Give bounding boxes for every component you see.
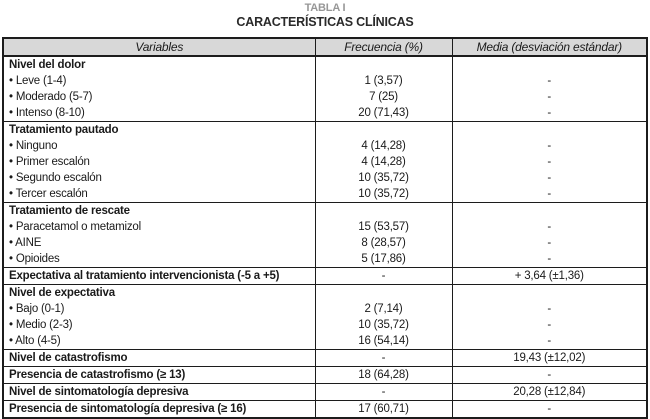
group-header-row <box>3 203 647 220</box>
cell-media <box>452 203 647 220</box>
cell-variable-item: • Ninguno <box>9 140 58 152</box>
cell-variable-group: Tratamiento de rescate <box>3 203 315 220</box>
cell-variable-item: • Tercer escalón <box>9 188 88 200</box>
cell-variable-item: • Bajo (0-1) <box>9 303 65 315</box>
cell-variable-item: • Opioides <box>9 253 60 265</box>
cell-frecuencia: 18 (64,28) <box>315 367 452 384</box>
cell-frecuencia: 4 (14,28) <box>315 154 452 170</box>
cell-frecuencia: 16 (54,14) <box>315 333 452 350</box>
cell-media: - <box>452 73 647 89</box>
cell-media: - <box>452 105 647 122</box>
table-row <box>3 89 647 105</box>
cell-variable: Nivel de catastrofismo <box>3 350 315 367</box>
cell-frecuencia: 8 (28,57) <box>315 235 452 251</box>
cell-variable-group: Tratamiento pautado <box>3 122 315 139</box>
table-row <box>3 235 647 251</box>
table-title: CARACTERÍSTICAS CLÍNICAS <box>236 15 414 29</box>
cell-media: - <box>452 138 647 154</box>
cell-variable-item: • AINE <box>9 237 42 249</box>
cell-media: - <box>452 401 647 419</box>
table-row <box>3 219 647 235</box>
table-row <box>3 186 647 203</box>
table-row <box>3 401 647 419</box>
cell-media: - <box>452 89 647 105</box>
cell-variable-item: • Medio (2-3) <box>9 319 73 331</box>
cell-variable-item: • Intenso (8-10) <box>9 107 85 119</box>
table-row <box>3 73 647 89</box>
table-row <box>3 170 647 186</box>
cell-variable: Presencia de catastrofismo (≥ 13) <box>3 367 315 384</box>
cell-media: - <box>452 317 647 333</box>
cell-media: 19,43 (±12,02) <box>452 350 647 367</box>
cell-variable-item: • Primer escalón <box>9 156 90 168</box>
cell-variable-item: • Paracetamol o metamizol <box>9 221 141 233</box>
cell-variable-group: Nivel de expectativa <box>3 285 315 302</box>
cell-frecuencia: 4 (14,28) <box>315 138 452 154</box>
table-row <box>3 105 647 122</box>
cell-media <box>452 285 647 302</box>
group-header-row <box>3 285 647 302</box>
table-row <box>3 333 647 350</box>
table-row <box>3 367 647 384</box>
table-row <box>3 268 647 285</box>
cell-variable: Nivel de sintomatología depresiva <box>3 384 315 401</box>
cell-media <box>452 56 647 73</box>
cell-frecuencia <box>315 122 452 139</box>
cell-frecuencia <box>315 203 452 220</box>
cell-variable-item: • Segundo escalón <box>9 172 102 184</box>
cell-media: - <box>452 251 647 268</box>
group-header-row <box>3 56 647 73</box>
table-row <box>3 251 647 268</box>
col-header-variables: Variables <box>3 38 315 56</box>
cell-variable-item: • Leve (1-4) <box>9 75 67 87</box>
cell-frecuencia: 15 (53,57) <box>315 219 452 235</box>
clinical-characteristics-table <box>2 37 648 419</box>
table-row <box>3 301 647 317</box>
table-body <box>3 56 647 418</box>
cell-frecuencia: 10 (35,72) <box>315 170 452 186</box>
cell-frecuencia: 10 (35,72) <box>315 186 452 203</box>
cell-frecuencia: - <box>315 268 452 285</box>
cell-variable-item: • Alto (4-5) <box>9 335 61 347</box>
group-header-row <box>3 122 647 139</box>
cell-frecuencia: 5 (17,86) <box>315 251 452 268</box>
table-number: TABLA I <box>304 2 346 14</box>
col-header-frecuencia: Frecuencia (%) <box>315 38 452 56</box>
cell-media: 20,28 (±12,84) <box>452 384 647 401</box>
col-header-media: Media (desviación estándar) <box>452 38 647 56</box>
cell-frecuencia: 20 (71,43) <box>315 105 452 122</box>
cell-media <box>452 122 647 139</box>
cell-frecuencia: 10 (35,72) <box>315 317 452 333</box>
cell-frecuencia <box>315 56 452 73</box>
cell-media: - <box>452 219 647 235</box>
header-row <box>3 38 647 56</box>
cell-variable: Expectativa al tratamiento intervencionista (-5 a +5) <box>3 268 315 285</box>
table-row <box>3 317 647 333</box>
cell-frecuencia: 7 (25) <box>315 89 452 105</box>
table-row <box>3 350 647 367</box>
cell-frecuencia <box>315 285 452 302</box>
cell-variable-item: • Moderado (5-7) <box>9 91 93 103</box>
cell-frecuencia: 1 (3,57) <box>315 73 452 89</box>
cell-frecuencia: - <box>315 350 452 367</box>
cell-frecuencia: 17 (60,71) <box>315 401 452 419</box>
cell-frecuencia: 2 (7,14) <box>315 301 452 317</box>
cell-media: - <box>452 367 647 384</box>
cell-media: + 3,64 (±1,36) <box>452 268 647 285</box>
cell-variable: Presencia de sintomatología depresiva (≥ 16) <box>3 401 315 419</box>
cell-media: - <box>452 186 647 203</box>
cell-media: - <box>452 170 647 186</box>
cell-variable-group: Nivel del dolor <box>3 56 315 73</box>
table-caption <box>0 2 650 29</box>
cell-media: - <box>452 235 647 251</box>
table-row <box>3 138 647 154</box>
cell-media: - <box>452 154 647 170</box>
cell-media: - <box>452 301 647 317</box>
cell-frecuencia: - <box>315 384 452 401</box>
cell-media: - <box>452 333 647 350</box>
table-row <box>3 384 647 401</box>
table-row <box>3 154 647 170</box>
